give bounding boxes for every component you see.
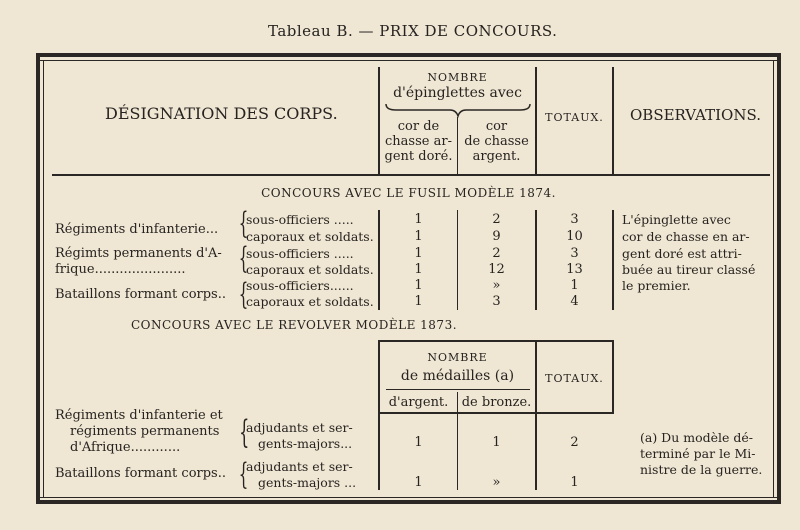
section2-observation-line: terminé par le Mi- (640, 446, 756, 461)
cell-total: 3 (570, 212, 579, 227)
section2-observation-line: nistre de la guerre. (640, 462, 763, 477)
section1-heading: CONCOURS AVEC LE FUSIL MODÈLE 1874. (261, 186, 556, 200)
section2-nombre: NOMBRE (427, 351, 488, 364)
group-label-infanterie: Régiments d'infanterie... (55, 222, 219, 237)
frame-bottom-inner (40, 497, 777, 498)
frame-right-outer (777, 53, 781, 504)
cell-argent: 12 (488, 262, 505, 277)
observation-line: buée au tireur classé (622, 262, 756, 277)
totaux-header: TOTAUX. (545, 111, 604, 124)
section2-col-argent: d'argent. (388, 395, 449, 410)
row-type: caporaux et soldats. (246, 294, 374, 309)
cell-dore: 1 (414, 294, 423, 309)
section2-col-bronze: de bronze. (461, 395, 532, 410)
brace-icon: { (238, 457, 249, 492)
brace-icon: { (238, 206, 249, 241)
group-label-bataillons: Bataillons formant corps.. (55, 287, 226, 302)
designation-header: DÉSIGNATION DES CORPS. (105, 104, 338, 123)
row-type: sous-officiers ..... (246, 246, 354, 261)
cell-argent: 9 (492, 229, 501, 244)
col-dore-line3: gent doré. (384, 149, 453, 164)
section1-vline-4 (612, 210, 614, 310)
brace-icon (384, 102, 532, 118)
cell-dore: 1 (414, 262, 423, 277)
frame-left-outer (36, 53, 40, 504)
cell-total: 3 (570, 246, 579, 261)
row-type: caporaux et soldats. (246, 262, 374, 277)
frame-top-inner (40, 60, 777, 61)
brace-icon: { (239, 413, 250, 451)
cell-dore: 1 (414, 229, 423, 244)
row-type: sous-officiers ..... (246, 212, 354, 227)
section2-sub-rule (386, 389, 530, 390)
section2-group1-line2: régiments permanents (70, 424, 220, 439)
section2-cell-total: 1 (570, 475, 579, 490)
section2-cell-total: 2 (570, 435, 579, 450)
frame-top-outer (36, 53, 781, 57)
section2-group2-line1: Bataillons formant corps.. (55, 466, 226, 481)
frame-bottom-outer (36, 500, 781, 504)
observation-line: le premier. (622, 278, 691, 293)
cell-dore: 1 (414, 278, 423, 293)
cell-total: 4 (570, 294, 579, 309)
section2-cell-bronze: 1 (492, 435, 501, 450)
section1-vline-1 (378, 210, 380, 310)
brace-icon: { (238, 241, 249, 276)
section1-vline-2 (457, 210, 458, 310)
cell-dore: 1 (414, 246, 423, 261)
group-label-afrique-1: Régimts permanents d'A- (55, 246, 222, 261)
section2-heading: CONCOURS AVEC LE REVOLVER MODÈLE 1873. (130, 318, 458, 332)
section2-top-rule (378, 340, 614, 342)
nombre-label: NOMBRE (427, 71, 488, 84)
section2-group1-line3: d'Afrique............ (70, 440, 181, 455)
section2-type-line2: gents-majors ... (258, 475, 357, 490)
section2-medailles: de médailles (a) (400, 368, 515, 384)
cell-argent: 2 (492, 246, 501, 261)
section2-cell-bronze: » (492, 475, 501, 490)
observation-line: gent doré est attri- (622, 246, 742, 261)
epinglettes-avec-label: d'épinglettes avec (393, 85, 522, 101)
section1-vline-3 (535, 210, 537, 310)
section2-header-bottom (378, 412, 614, 414)
section2-vline-2 (535, 340, 537, 490)
brace-icon: { (238, 277, 249, 312)
group-label-afrique-2: frique...................... (55, 262, 186, 277)
section2-totaux: TOTAUX. (545, 372, 604, 385)
cell-total: 10 (566, 229, 583, 244)
cell-total: 1 (570, 278, 579, 293)
page-title: Tableau B. — PRIX DE CONCOURS. (268, 22, 558, 40)
cell-total: 13 (566, 262, 583, 277)
section2-type-line1: adjudants et ser- (246, 459, 353, 474)
row-type: caporaux et soldats. (246, 229, 374, 244)
cell-dore: 1 (414, 212, 423, 227)
section2-vline-3 (612, 340, 614, 412)
col-argent-line1: cor (485, 119, 508, 134)
header-bottom-rule (52, 174, 770, 176)
observations-header: OBSERVATIONS. (630, 106, 761, 124)
section2-group1-line1: Régiments d'infanterie et (55, 408, 223, 423)
section2-type-line2: gents-majors... (258, 436, 353, 451)
section2-observation-line: (a) Du modèle dé- (640, 430, 753, 445)
observation-line: cor de chasse en ar- (622, 229, 750, 244)
section2-cell-argent: 1 (414, 475, 423, 490)
col-dore-line2: chasse ar- (385, 134, 452, 149)
cell-argent: 3 (492, 294, 501, 309)
col-argent-line2: de chasse (464, 134, 529, 149)
observation-line: L'épinglette avec (622, 212, 731, 227)
frame-left-inner (43, 60, 44, 498)
col-dore-line1: cor de (397, 119, 440, 134)
frame-right-inner (773, 60, 774, 498)
section2-cell-argent: 1 (414, 435, 423, 450)
cell-argent: 2 (492, 212, 501, 227)
section2-type-line1: adjudants et ser- (246, 420, 353, 435)
row-type: sous-officiers...... (246, 278, 354, 293)
col-argent-line3: argent. (472, 149, 521, 164)
cell-argent: » (492, 278, 501, 293)
